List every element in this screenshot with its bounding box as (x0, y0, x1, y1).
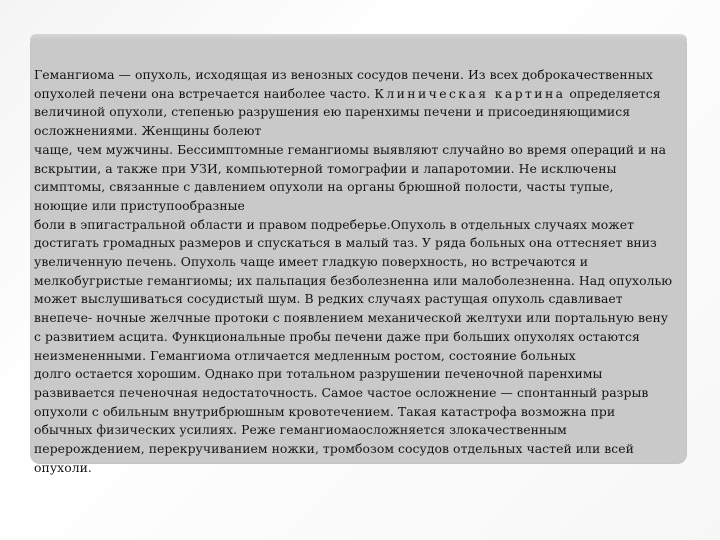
text-line: мелкобугристые гемангиомы; их пальпация безболезненна или малоболезненна. Над опухолью (34, 272, 673, 288)
text-line: симптомы, связанные с давлением опухоли на органы брюшной полости, часты тупые, (34, 179, 614, 195)
text-line: величиной опухоли, степенью разрушения ею паренхимы печени и присоединяющимися (34, 104, 631, 120)
text-line: чаще, чем мужчины. Бессимптомные гемангиомы выявляют случайно во время операций и на (34, 141, 667, 157)
text-line: долго остается хорошим. Однако при тотальном разрушении печеночной паренхимы (34, 366, 603, 382)
clinical-picture-phrase: Клиническая картина (374, 85, 566, 101)
text-line: может выслушиваться сосудистый шум. В редких случаях растущая опухоль сдавливает (34, 291, 623, 307)
text-line-start: опухолей печени она встречается наиболее часто. (34, 85, 375, 101)
body-paragraph (34, 66, 694, 477)
text-line: вскрытии, а также при УЗИ, компьютерной томографии и лапаротомии. Не исключены (34, 160, 617, 176)
text-line: развивается печеночная недостаточность. Самое частое осложнение — спонтанный разрыв (34, 384, 649, 400)
text-line: перерождением, перекручиванием ножки, тромбозом сосудов отдельных частей или всей (34, 441, 634, 457)
text-line: Гемангиома — опухоль, исходящая из венозных сосудов печени. Из всех доброкачественных (34, 67, 653, 82)
text-line: обычных физических усилиях. Реже гемангиомаосложняется злокачественным (34, 422, 567, 438)
text-line: опухоли с обильным внутрибрюшным кровотечением. Такая катастрофа возможна при (34, 403, 616, 419)
text-line: боли в эпигастральной области и правом подреберье.Опухоль в отдельных случаях может (34, 216, 635, 232)
text-line: ноющие или приступообразные (34, 197, 245, 213)
text-line: неизмененными. Гемангиома отличается медленным ростом, состояние больных (34, 347, 576, 363)
text-line: внепече- ночные желчные протоки с появлением механической желтухи или портальную вену (34, 310, 669, 326)
text-line-with-heading (34, 85, 694, 104)
text-line-end: определяется (565, 85, 661, 101)
text-line: опухоли. (34, 459, 92, 475)
panel-top-edge (30, 34, 687, 40)
text-line: осложнениями. Женщины болеют (34, 123, 262, 139)
text-line: с развитием асцита. Функциональные пробы печени даже при больших опухолях остаются (34, 328, 640, 344)
text-line: достигать громадных размеров и спускаться в малый таз. У ряда больных она оттесняет вниз (34, 235, 657, 251)
text-line: увеличенную печень. Опухоль чаще имеет гладкую поверхность, но встречаются и (34, 254, 589, 270)
